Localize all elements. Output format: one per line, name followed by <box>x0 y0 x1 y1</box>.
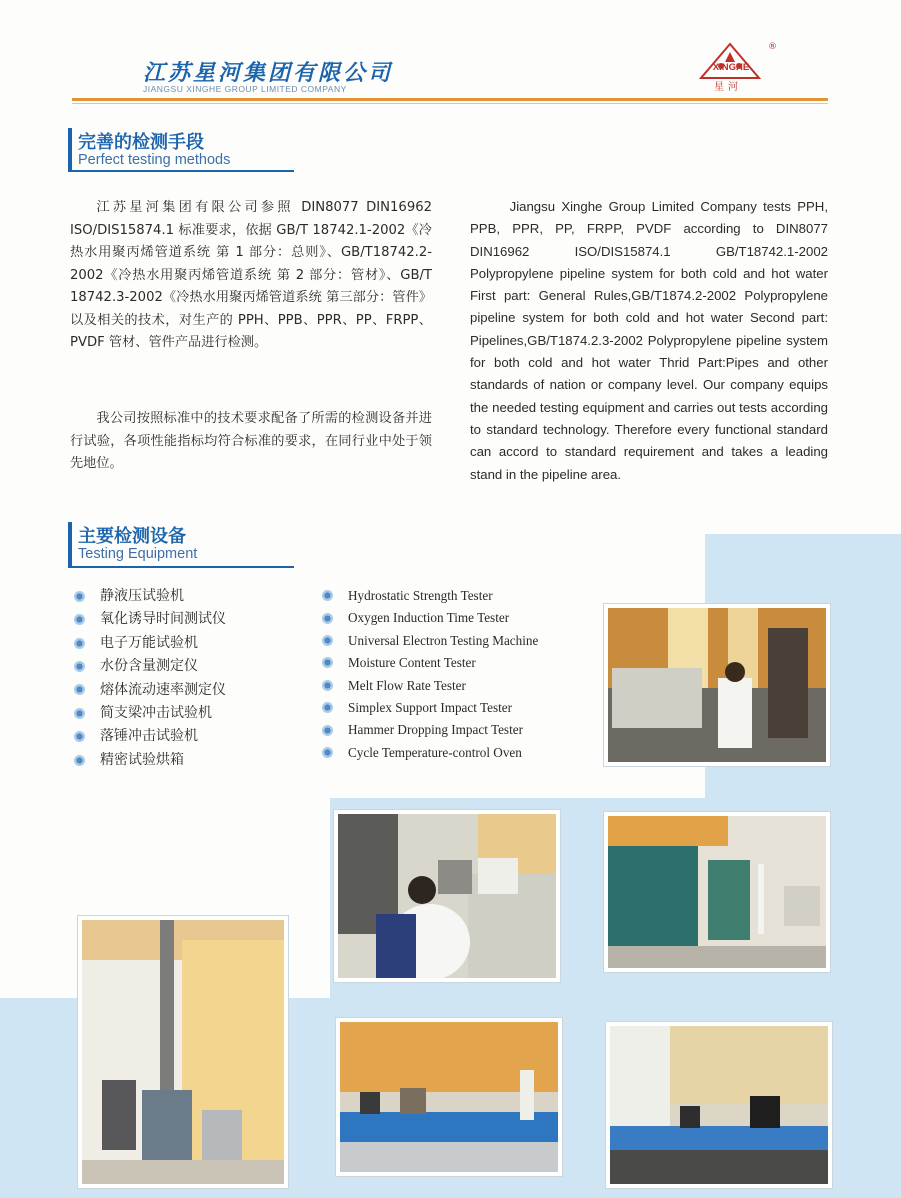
intro-paragraph-en: Jiangsu Xinghe Group Limited Company tests PPH, PPB, PPR, PP, FRPP, PVDF according to DIN8077 DIN16962 ISO/DIS15874.1 GB/T18742.1-2002 Polypropylene pipeline system for both cold and hot water First part: General Rules,GB/T1874.2-2002 Polypropylene pipeline system for both cold and hot water Second part: Pipelines,GB/T1874.2.3-2002 Polypropylene pipeline system for both cold and hot water Thrid Part:Pipes and other standards of nation or company level. Our company equips the needed testing equipment and carries out tests according to standard technology. Therefore every functional standard can accord to standard requirement and takes a leading stand in the pipeline area. <box>470 199 828 482</box>
header-divider <box>72 98 828 101</box>
equipment-list-cn <box>72 585 226 772</box>
intro-paragraph-cn-2: 我公司按照标准中的技术要求配备了所需的检测设备并进行试验，各项性能指标均符合标准的要求，在同行业中处于领先地位。 <box>70 411 432 471</box>
logo-cn-text: 星河 <box>714 82 742 93</box>
list-item: Oxygen Induction Time Tester <box>320 607 538 629</box>
list-item: Universal Electron Testing Machine <box>320 630 538 652</box>
photo-hydrostatic-tester <box>604 812 830 972</box>
section2-bar <box>68 522 72 566</box>
bullet-icon <box>322 702 333 713</box>
list-item: 水份含量测定仪 <box>72 655 226 678</box>
list-item: Hammer Dropping Impact Tester <box>320 719 538 741</box>
bullet-icon <box>322 657 333 668</box>
registered-mark: ® <box>768 42 777 52</box>
section1-bar <box>68 128 72 170</box>
section2-title-cn: 主要检测设备 <box>78 526 186 547</box>
photo-drop-impact-tester <box>78 916 288 1188</box>
bullet-icon <box>322 613 333 624</box>
section2-title-en: Testing Equipment <box>78 546 198 562</box>
intro-paragraph-cn-1: 江苏星河集团有限公司参照 DIN8077 DIN16962 ISO/DIS15874.1 标准要求，依据 GB/T 18742.1-2002《冷热水用聚丙烯管道系统 第 1 部分：总则》、GB/T18742.2-2002《冷热水用聚丙烯管道系统 第 2 部分：管材》、GB/T 18742.3-2002《冷热水用聚丙烯管道系统 第三部分：管件》以及相关的技术，对生产的 PPH、PPB、PPR、PP、FRPP、PVDF 管材、管件产品进行检测。 <box>70 200 432 350</box>
list-item: 电子万能试验机 <box>72 632 226 655</box>
list-item: Cycle Temperature-control Oven <box>320 742 538 764</box>
list-item: 静液压试验机 <box>72 585 226 608</box>
section1-underline <box>68 170 294 172</box>
bullet-icon <box>74 731 85 742</box>
company-name-cn: 江苏星河集团有限公司 <box>143 60 394 86</box>
bullet-icon <box>74 684 85 695</box>
section1-title-cn: 完善的检测手段 <box>78 132 204 153</box>
photo-operator-computer <box>334 810 560 982</box>
bullet-icon <box>74 661 85 672</box>
bullet-icon <box>322 725 333 736</box>
bullet-icon <box>322 747 333 758</box>
bullet-icon <box>322 590 333 601</box>
bullet-icon <box>322 635 333 646</box>
list-item: Moisture Content Tester <box>320 652 538 674</box>
equipment-list-en <box>320 585 538 764</box>
photo-lab-instruments <box>604 604 830 766</box>
logo-wordmark: XINGHE <box>712 62 750 73</box>
list-item: 落锤冲击试验机 <box>72 725 226 748</box>
list-item: Melt Flow Rate Tester <box>320 675 538 697</box>
list-item: Simplex Support Impact Tester <box>320 697 538 719</box>
list-item: Hydrostatic Strength Tester <box>320 585 538 607</box>
bullet-icon <box>74 638 85 649</box>
section1-title-en: Perfect testing methods <box>78 152 231 168</box>
list-item: 氧化诱导时间测试仪 <box>72 608 226 631</box>
company-name-en: JIANGSU XINGHE GROUP LIMITED COMPANY <box>143 84 347 94</box>
photo-lab-workstations <box>606 1022 832 1188</box>
bullet-icon <box>74 708 85 719</box>
bullet-icon <box>74 591 85 602</box>
bullet-icon <box>322 680 333 691</box>
list-item: 简支梁冲击试验机 <box>72 702 226 725</box>
bullet-icon <box>74 755 85 766</box>
list-item: 精密试验烘箱 <box>72 749 226 772</box>
header-divider-thin <box>72 103 828 104</box>
section2-underline <box>68 566 294 568</box>
photo-lab-benches <box>336 1018 562 1176</box>
bullet-icon <box>74 614 85 625</box>
list-item: 熔体流动速率测定仪 <box>72 679 226 702</box>
